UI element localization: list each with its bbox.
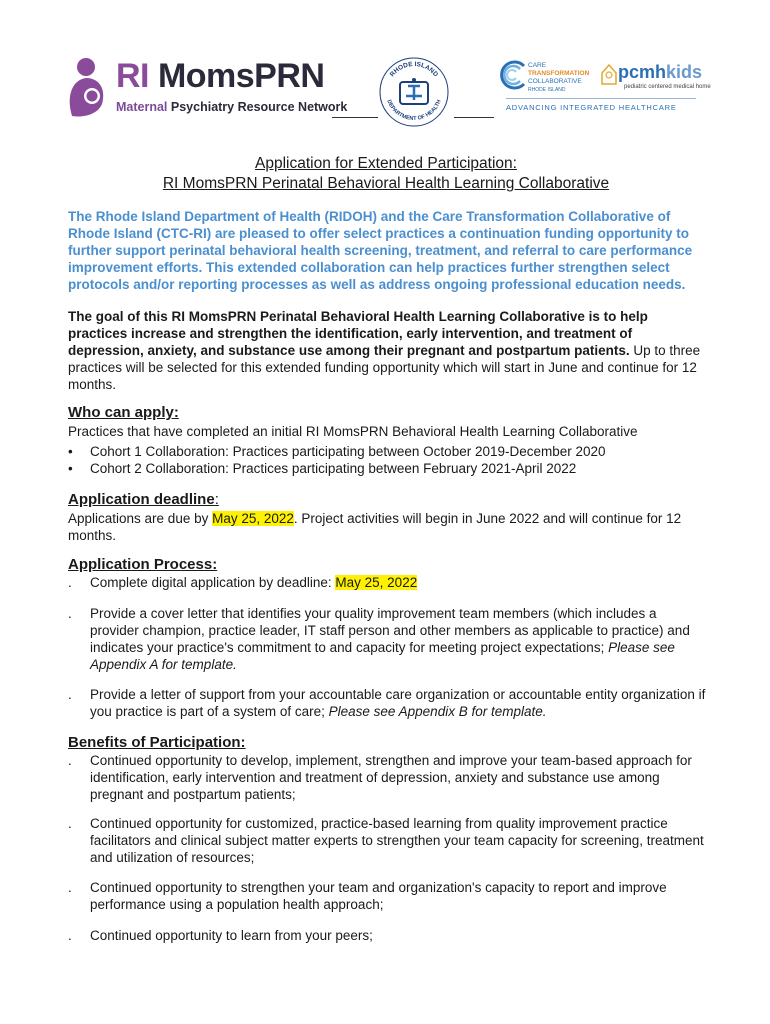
document-title bbox=[68, 154, 704, 194]
advancing-integrated-healthcare: ADVANCING INTEGRATED HEALTHCARE bbox=[506, 98, 696, 112]
cohort-1-text: Cohort 1 Collaboration: Practices participating between October 2019-December 2020 bbox=[90, 444, 606, 459]
benefit-item-4: Continued opportunity to learn from your peers; bbox=[90, 928, 373, 943]
pcmh-tagline: pediatric centered medical home bbox=[624, 84, 711, 90]
ctc-line1: CARE bbox=[528, 62, 547, 69]
intro-paragraph: The Rhode Island Department of Health (RIDOH) and the Care Transformation Collaborative of Rhode Island (CTC-RI) are pleased to offer select practices a continuation funding opportunity to further support perinatal behavioral health screening, treatment, and referral to care performance improvement efforts. This extended collaboration can help practices further strengthen select protocols and/or reporting processes as well as address ongoing professional education needs. bbox=[68, 209, 693, 292]
logo-sub-maternal: Maternal bbox=[116, 100, 168, 114]
appendix-a-note: Please see Appendix A for template. bbox=[90, 640, 675, 672]
deadline-heading-text: Application deadline bbox=[68, 491, 215, 508]
logo-subtitle bbox=[116, 100, 347, 114]
deadline-text bbox=[68, 510, 708, 544]
goal-paragraph bbox=[68, 308, 708, 393]
cohort-2-text: Cohort 2 Collaboration: Practices participating between February 2021-April 2022 bbox=[90, 461, 577, 476]
signature-line-left bbox=[332, 117, 378, 118]
pcmh-text: pcmh bbox=[618, 62, 667, 82]
ctc-text bbox=[528, 62, 589, 94]
bullet-mark: . bbox=[68, 880, 72, 895]
application-deadline-heading bbox=[68, 491, 219, 508]
process-item-3-text: Provide a letter of support from your accountable care organization or accountable entity organization if you practice is part of a system of care; bbox=[90, 687, 706, 719]
bullet-dot: • bbox=[68, 461, 73, 476]
ctc-ri-logo bbox=[498, 60, 598, 100]
logo-ri: RI bbox=[116, 57, 149, 95]
ctc-swirl-icon bbox=[498, 60, 528, 90]
deadline-post: . Project activities will begin in June 2022 and will continue for 12 months. bbox=[68, 511, 682, 543]
pcmh-kids-logo bbox=[600, 60, 711, 96]
process-item-2-text: Provide a cover letter that identifies your quality improvement team members (which includes a provider champion, practice leader, IT staff person and other members as applicable to practice) and indicates your practice's commitment to and capacity for meeting project expectations; bbox=[90, 606, 690, 655]
ri-momsprn-logo bbox=[66, 54, 348, 122]
logo-sub-rest: Psychiatry Resource Network bbox=[170, 100, 348, 114]
process-date-highlight: May 25, 2022 bbox=[335, 575, 418, 590]
pcmh-wordmark bbox=[618, 62, 702, 83]
signature-line-right bbox=[454, 117, 494, 118]
process-item-3 bbox=[90, 686, 708, 720]
logo-title bbox=[116, 58, 324, 94]
house-icon bbox=[600, 62, 618, 86]
bullet-mark: . bbox=[68, 928, 72, 943]
benefit-item-3: Continued opportunity to strengthen your team and organization's capacity to report and improve performance using a population health approach; bbox=[90, 880, 667, 912]
benefit-item-1: Continued opportunity to develop, implement, strengthen and improve your team-based approach for identification, early intervention and treatment of depression, anxiety and substance use among pregnant and postpartum patients; bbox=[90, 753, 692, 802]
seal-bottom-text: DEPARTMENT OF HEALTH bbox=[385, 99, 443, 123]
process-item-1-text: Complete digital application by deadline: bbox=[90, 575, 336, 590]
who-can-apply-heading: Who can apply: bbox=[68, 404, 179, 421]
goal-rest: Up to three practices will be selected for this extended funding opportunity which will start in June and continue for 12 months. bbox=[68, 343, 701, 392]
application-process-heading: Application Process: bbox=[68, 556, 218, 573]
ctc-line2: TRANSFORMATION bbox=[528, 70, 590, 77]
benefit-item-2: Continued opportunity for customized, practice-based learning from quality improvement practice facilitators and clinical subject matter experts to strengthen your team capacity for screening, treatment and utilization of resources; bbox=[90, 816, 704, 865]
bullet-mark: . bbox=[68, 687, 72, 702]
goal-bold: The goal of this RI MomsPRN Perinatal Behavioral Health Learning Collaborative is to help practices increase and strengthen the identification, early intervention, and treatment of depression, anxiety, and substance use among their pregnant and postpartum patients. bbox=[68, 309, 648, 358]
process-item-1 bbox=[90, 574, 708, 591]
bullet-mark: . bbox=[68, 753, 72, 768]
deadline-pre: Applications are due by bbox=[68, 511, 213, 526]
bullet-mark: . bbox=[68, 606, 72, 621]
title-line-2: RI MomsPRN Perinatal Behavioral Health Learning Collaborative bbox=[162, 175, 610, 192]
header-logos bbox=[66, 54, 711, 124]
deadline-colon: : bbox=[214, 491, 219, 508]
logo-momsprn: MomsPRN bbox=[157, 57, 325, 95]
bullet-mark: . bbox=[68, 816, 72, 831]
deadline-date-highlight: May 25, 2022 bbox=[212, 511, 294, 526]
svg-text:DEPARTMENT OF HEALTH bbox=[385, 99, 442, 122]
mother-child-icon bbox=[66, 56, 110, 118]
title-line-1: Application for Extended Participation: bbox=[255, 155, 517, 172]
bullet-dot: • bbox=[68, 444, 73, 459]
kids-text: kids bbox=[666, 62, 703, 82]
appendix-b-note: Please see Appendix B for template. bbox=[328, 704, 547, 719]
bullet-mark: . bbox=[68, 575, 72, 590]
ctc-line4: RHODE ISLAND bbox=[528, 87, 566, 93]
seal-top-text: RHODE ISLAND bbox=[388, 60, 440, 79]
who-can-apply-text: Practices that have completed an initial RI MomsPRN Behavioral Health Learning Collaborative bbox=[68, 424, 638, 439]
ctc-line3: COLLABORATIVE bbox=[528, 78, 582, 85]
process-item-2 bbox=[90, 605, 708, 673]
benefits-heading: Benefits of Participation: bbox=[68, 734, 246, 751]
ri-department-of-health-seal bbox=[378, 56, 450, 128]
